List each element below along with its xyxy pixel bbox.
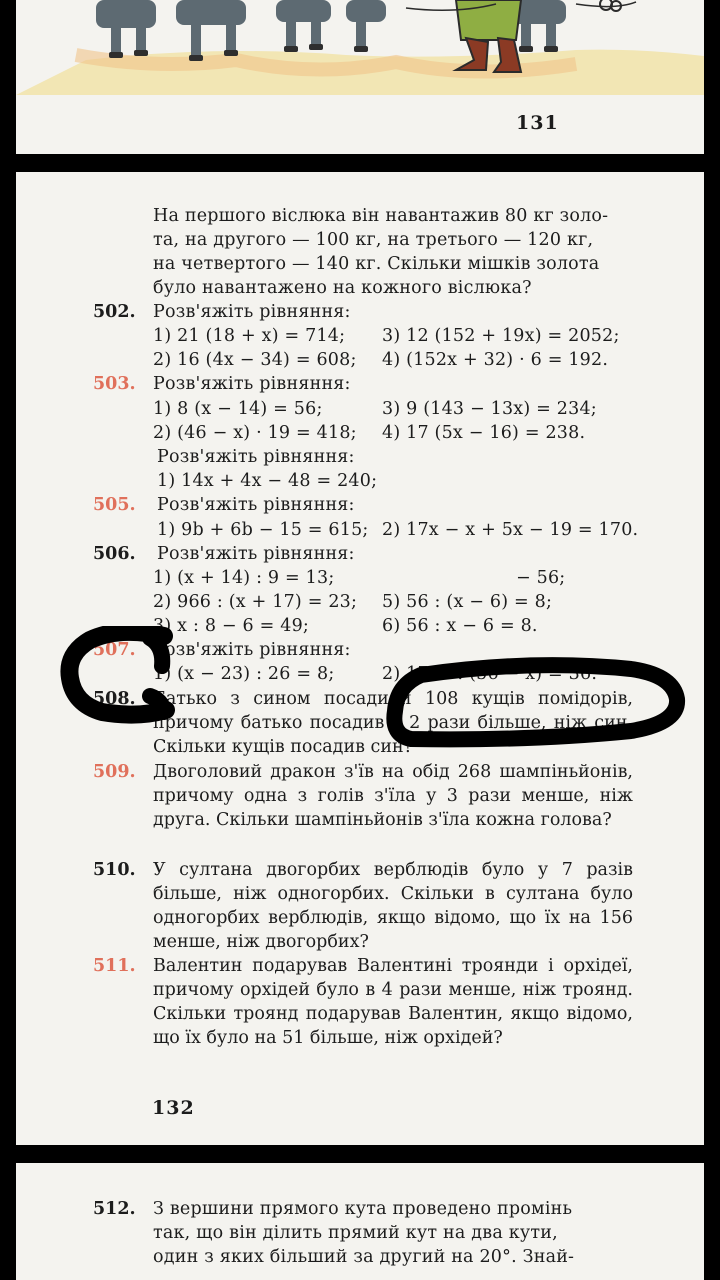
problem-title: Розв'яжіть рівняння:	[157, 544, 355, 564]
problem-number: 510.	[93, 860, 136, 880]
problem-title: Розв'яжіть рівняння:	[153, 374, 351, 394]
intro-line: було навантажено на кожного віслюка?	[153, 278, 532, 298]
problem-line: один з яких більший за другий на 20°. Знай-	[153, 1247, 575, 1267]
problem-number: 508.	[93, 689, 136, 709]
word-problem: Двоголовий дракон з'їв на обід 268 шампіньйонів, причому одна з голів з'їла у 3 рази менше, ніж друга. Скільки шампіньйонів з'їла кожна голова?	[153, 762, 633, 830]
equation: 1) 21 (18 + x) = 714;	[153, 326, 346, 346]
problem-title: Розв'яжіть рівняння:	[153, 302, 351, 322]
page-131	[16, 0, 704, 154]
marker-circle-right	[381, 655, 687, 753]
equation: 1) 8 (x − 14) = 56;	[153, 399, 323, 419]
intro-line: На першого віслюка він навантажив 80 кг золо-	[153, 206, 609, 226]
equation: 2) 966 : (x + 17) = 23;	[153, 592, 358, 612]
equation: 1) 14x + 4x − 48 = 240;	[157, 471, 378, 491]
equation: 4) (152x + 32) · 6 = 192.	[382, 350, 609, 370]
equation: 4) 17 (5x − 16) = 238.	[382, 423, 586, 443]
intro-line: на четвертого — 140 кг. Скільки мішків золота	[153, 254, 600, 274]
equation: 6) 56 : x − 6 = 8.	[382, 616, 538, 636]
equation: 1) (x + 14) : 9 = 13;	[153, 568, 335, 588]
problem-number: 503.	[93, 374, 136, 394]
word-problem: Батько з сином посадили 108 кущів помідорів, причому батько посадив у 2 рази більше, ніж син. Скільки кущів посадив син?	[153, 689, 633, 757]
equation: 3) x : 8 − 6 = 49;	[153, 616, 310, 636]
problem-number: 502.	[93, 302, 136, 322]
marker-circle-left	[60, 626, 180, 724]
donkeys-illustration	[16, 0, 704, 95]
page-132	[16, 172, 704, 1145]
intro-line: та, на другого — 100 кг, на третього — 120 кг,	[153, 230, 594, 250]
equation: 1) (x − 23) : 26 = 8;	[153, 664, 335, 684]
problem-title: Розв'яжіть рівняння:	[157, 495, 355, 515]
problem-number: 512.	[93, 1199, 136, 1219]
problem-line: так, що він ділить прямий кут на два кути,	[153, 1223, 558, 1243]
problem-number: 509.	[93, 762, 136, 782]
word-problem: Валентин подарував Валентині троянди і орхідеї, причому орхідей було в 4 рази менше, ніж троянд. Скільки троянд подарував Валентин, якщо відомо, що їх було на 51 більше, ніж орхідей?	[153, 956, 633, 1048]
equation-highlighted: 2) 17x − x + 5x − 19 = 170.	[382, 520, 639, 540]
equation: 5) 56 : (x − 6) = 8;	[382, 592, 553, 612]
equation: 3) 9 (143 − 13x) = 234;	[382, 399, 597, 419]
equation: 2) (46 − x) · 19 = 418;	[153, 423, 357, 443]
problem-number: 506.	[93, 544, 136, 564]
equation: 1) 9b + 6b − 15 = 615;	[157, 520, 369, 540]
problem-number: 511.	[93, 956, 136, 976]
problem-title: Розв'яжіть рівняння:	[153, 640, 351, 660]
equation: 2) 16 (4x − 34) = 608;	[153, 350, 357, 370]
problem-number: 505.	[93, 495, 136, 515]
problem-title: Розв'яжіть рівняння:	[157, 447, 355, 467]
page-number: 132	[152, 1097, 195, 1119]
equation: 2) 1728 : (56 − x) = 36.	[382, 664, 598, 684]
page-number: 131	[516, 112, 559, 134]
page-133	[16, 1163, 704, 1280]
word-problem: У султана двогорбих верблюдів було у 7 разів більше, ніж одногорбих. Скільки в султана було одногорбих верблюдів, якщо відомо, що їх на 156 менше, ніж двогорбих?	[153, 860, 633, 952]
equation: 3) 12 (152 + 19x) = 2052;	[382, 326, 620, 346]
problem-number: 507.	[93, 640, 136, 660]
equation: − 56;	[516, 568, 566, 588]
problem-line: З вершини прямого кута проведено промінь	[153, 1199, 573, 1219]
